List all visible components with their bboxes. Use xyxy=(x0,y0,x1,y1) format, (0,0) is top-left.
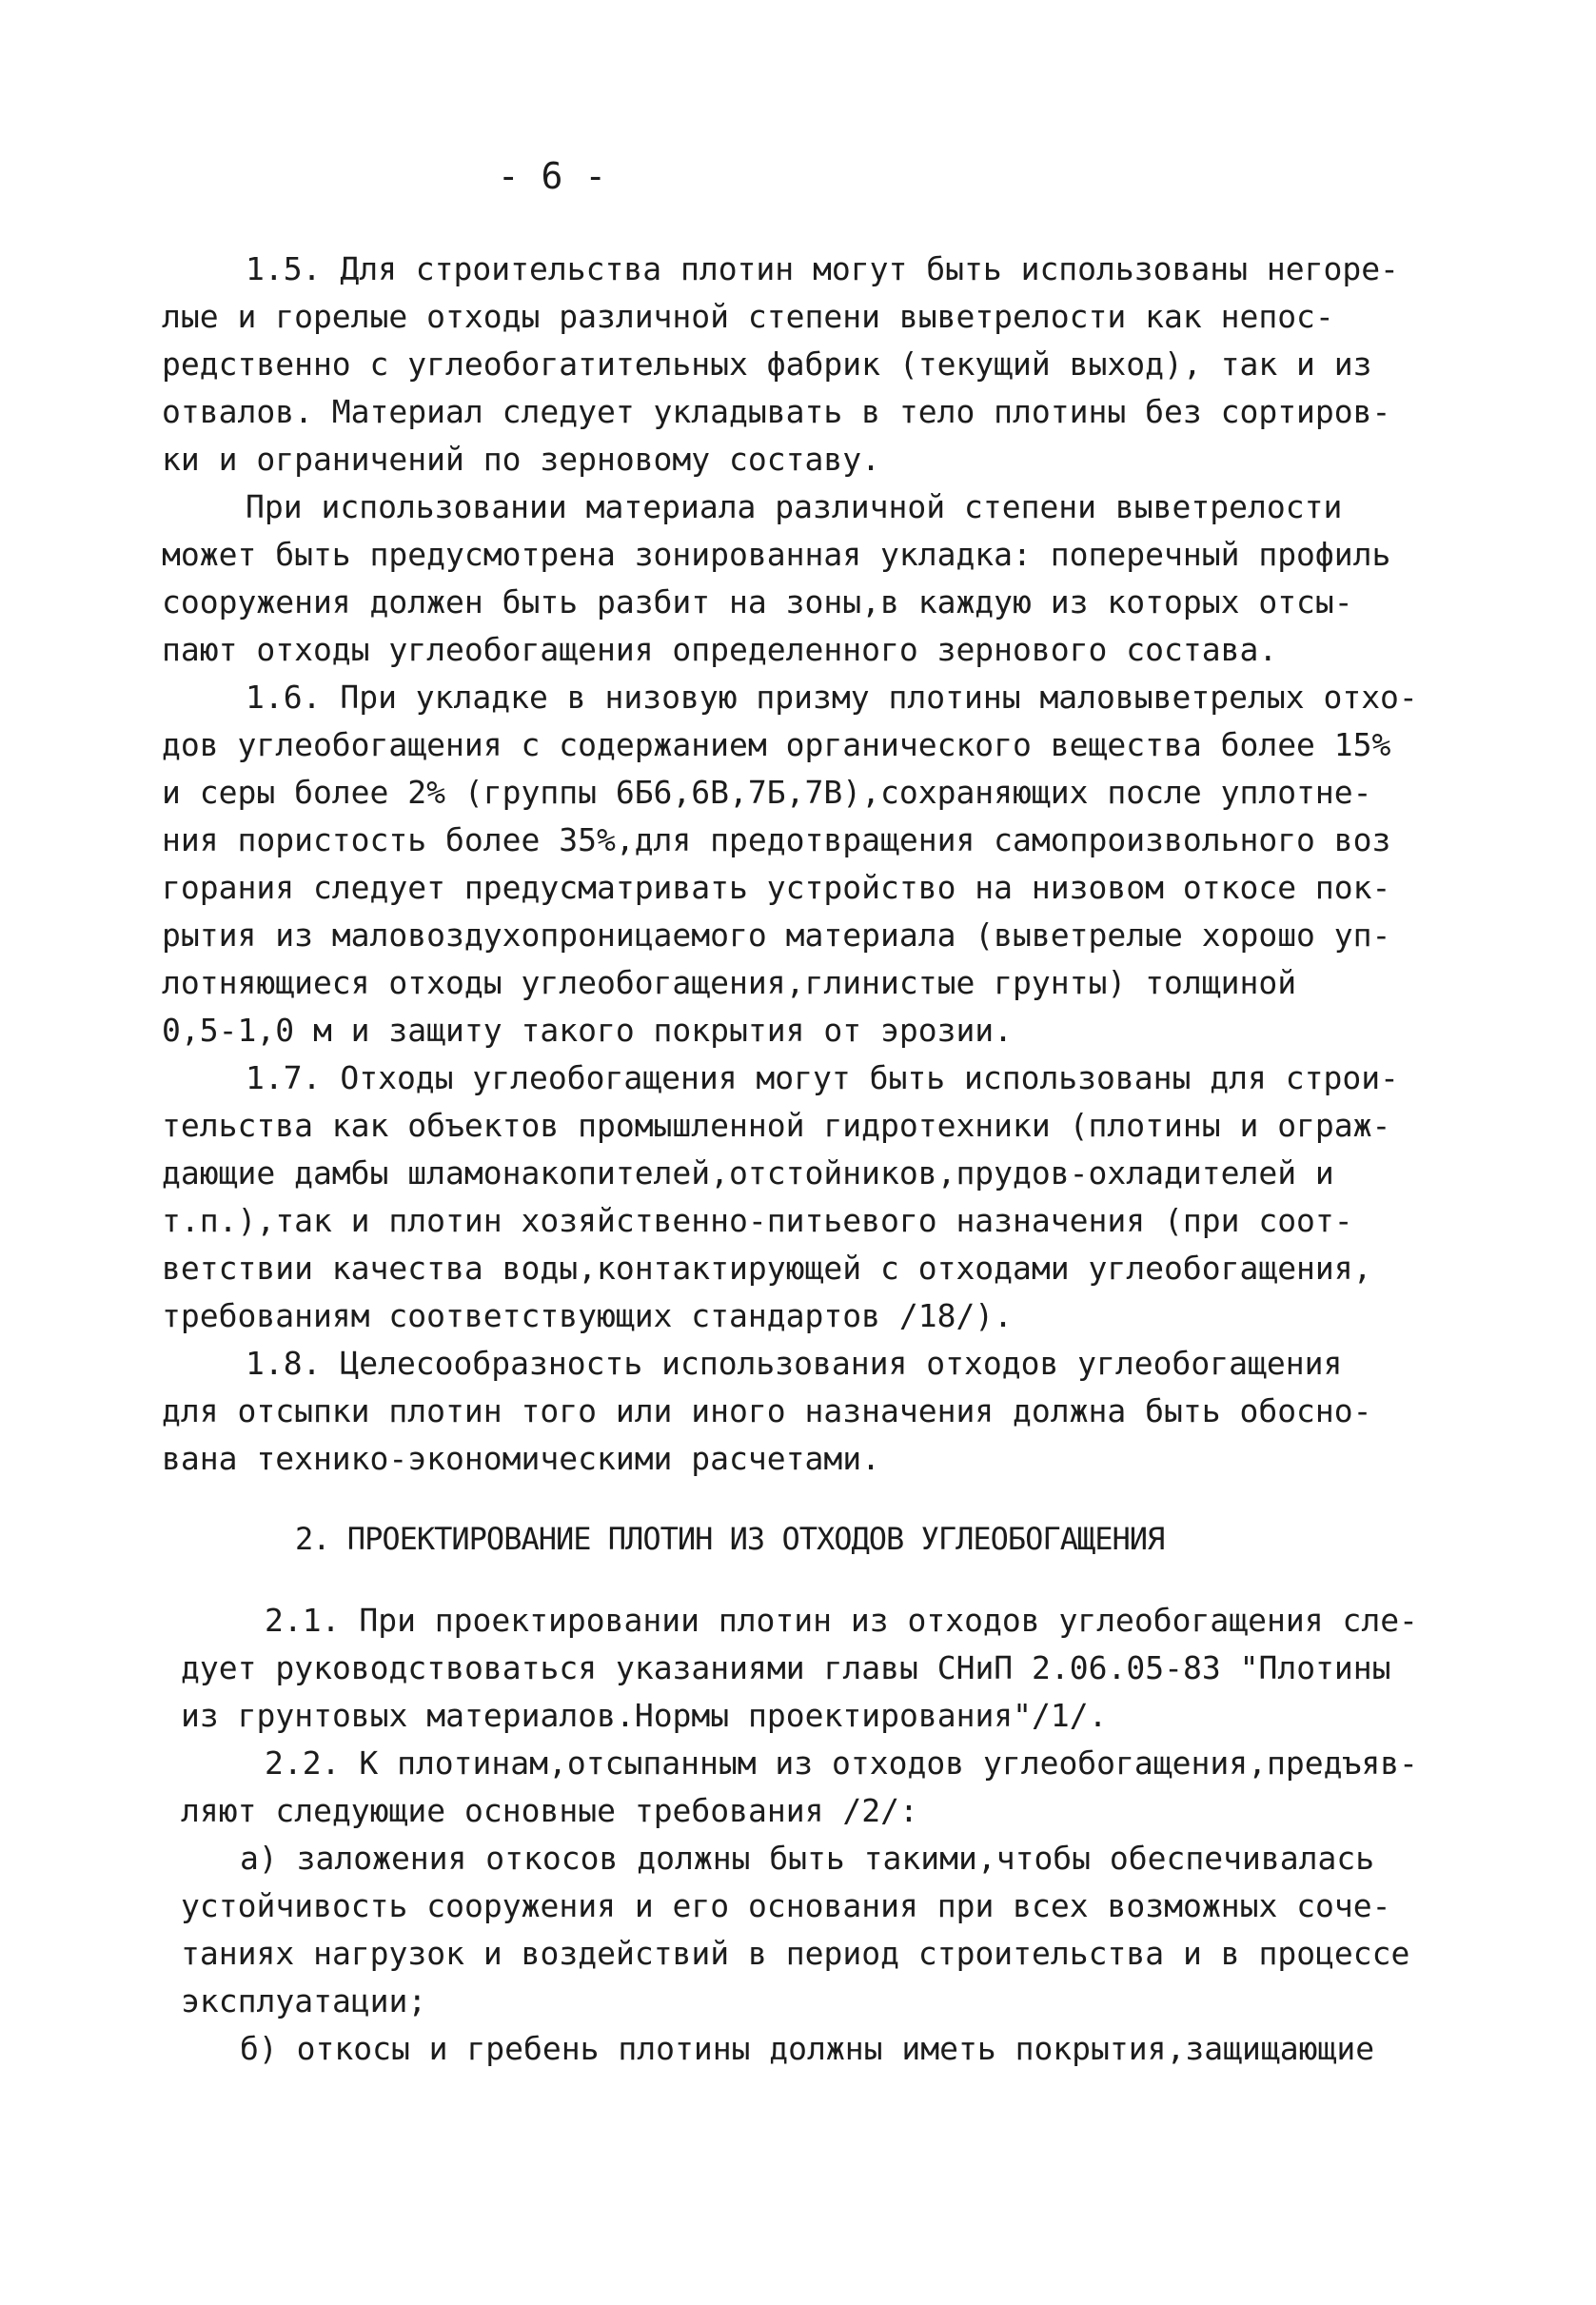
paragraph-1-8 xyxy=(162,1340,1466,1483)
text-line: рытия из маловоздухопроницаемого материала (выветрелые хорошо уп- xyxy=(162,916,1391,954)
text-line: 2.2. К плотинам,отсыпанным из отходов углеобогащения,предъяв- xyxy=(265,1744,1418,1782)
text-line: 2.1. При проектировании плотин из отходов углеобогащения сле- xyxy=(265,1602,1418,1639)
text-line: требованиям соответствующих стандартов /18/). xyxy=(162,1297,1014,1334)
text-line: сооружения должен быть разбит на зоны,в каждую из которых отсы- xyxy=(162,583,1353,621)
section-2-heading: 2. ПРОЕКТИРОВАНИЕ ПЛОТИН ИЗ ОТХОДОВ УГЛЕОБОГАЩЕНИЯ xyxy=(295,1521,1165,1557)
text-line: может быть предусмотрена зонированная укладка: поперечный профиль xyxy=(162,536,1391,573)
text-line: 1.6. При укладке в низовую призму плотины маловыветрелых отхо- xyxy=(246,679,1418,716)
paragraph-1-5 xyxy=(162,246,1466,674)
text-line: ветствии качества воды,контактирующей с отходами углеобогащения, xyxy=(162,1250,1372,1287)
text-line: тельства как объектов промышленной гидротехники (плотины и ограж- xyxy=(162,1107,1391,1144)
text-line: 1.8. Целесообразность использования отходов углеобогащения xyxy=(246,1345,1343,1382)
text-line: эксплуатации; xyxy=(181,1982,427,2019)
paragraph-1-7 xyxy=(162,1054,1466,1340)
paragraph-2-2 xyxy=(181,1740,1485,2073)
paragraph-1-6 xyxy=(162,674,1466,1054)
text-line: вана технико-экономическими расчетами. xyxy=(162,1440,880,1477)
text-line: лотняющиеся отходы углеобогащения,глинистые грунты) толщиной xyxy=(162,964,1297,1001)
text-line: 1.5. Для строительства плотин могут быть использованы негоре- xyxy=(246,250,1399,287)
text-line: редственно с углеобогатительных фабрик (текущий выход), так и из xyxy=(162,345,1372,383)
text-line: горания следует предусматривать устройство на низовом откосе пок- xyxy=(162,869,1391,906)
text-line: отвалов. Материал следует укладывать в тело плотины без сортиров- xyxy=(162,393,1391,430)
paragraph-2-1 xyxy=(181,1597,1485,1740)
text-line: устойчивость сооружения и его основания при всех возможных соче- xyxy=(181,1887,1391,1924)
text-line: т.п.),так и плотин хозяйственно-питьевого назначения (при соот- xyxy=(162,1202,1353,1239)
text-line: 1.7. Отходы углеобогащения могут быть использованы для строи- xyxy=(246,1059,1399,1096)
text-line: дов углеобогащения с содержанием органического вещества более 15% xyxy=(162,726,1391,763)
text-line: для отсыпки плотин того или иного назначения должна быть обосно- xyxy=(162,1392,1372,1429)
text-line: из грунтовых материалов.Нормы проектирования"/1/. xyxy=(181,1697,1108,1734)
list-item-a: а) заложения откосов должны быть такими,чтобы обеспечивалась xyxy=(240,1840,1375,1877)
text-line: дающие дамбы шламонакопителей,отстойников,прудов-охладителей и xyxy=(162,1154,1334,1192)
text-line: таниях нагрузок и воздействий в период строительства и в процессе xyxy=(181,1935,1410,1972)
text-line: и серы более 2% (группы 6Б6,6В,7Б,7В),сохраняющих после уплотне- xyxy=(162,774,1372,811)
text-line: ния пористость более 35%,для предотвращения самопроизвольного воз xyxy=(162,821,1391,858)
text-line: При использовании материала различной степени выветрелости xyxy=(246,488,1343,525)
text-line: ки и ограничений по зерновому составу. xyxy=(162,441,880,478)
list-item-b: б) откосы и гребень плотины должны иметь покрытия,защищающие xyxy=(240,2030,1375,2067)
text-line: лые и горелые отходы различной степени выветрелости как непос- xyxy=(162,298,1334,335)
page-number: - 6 - xyxy=(497,155,607,197)
text-line: пают отходы углеобогащения определенного зернового состава. xyxy=(162,631,1278,668)
text-line: 0,5-1,0 м и защиту такого покрытия от эрозии. xyxy=(162,1012,1014,1049)
text-line: дует руководствоваться указаниями главы СНиП 2.06.05-83 "Плотины xyxy=(181,1649,1391,1686)
text-line: ляют следующие основные требования /2/: xyxy=(181,1792,918,1829)
